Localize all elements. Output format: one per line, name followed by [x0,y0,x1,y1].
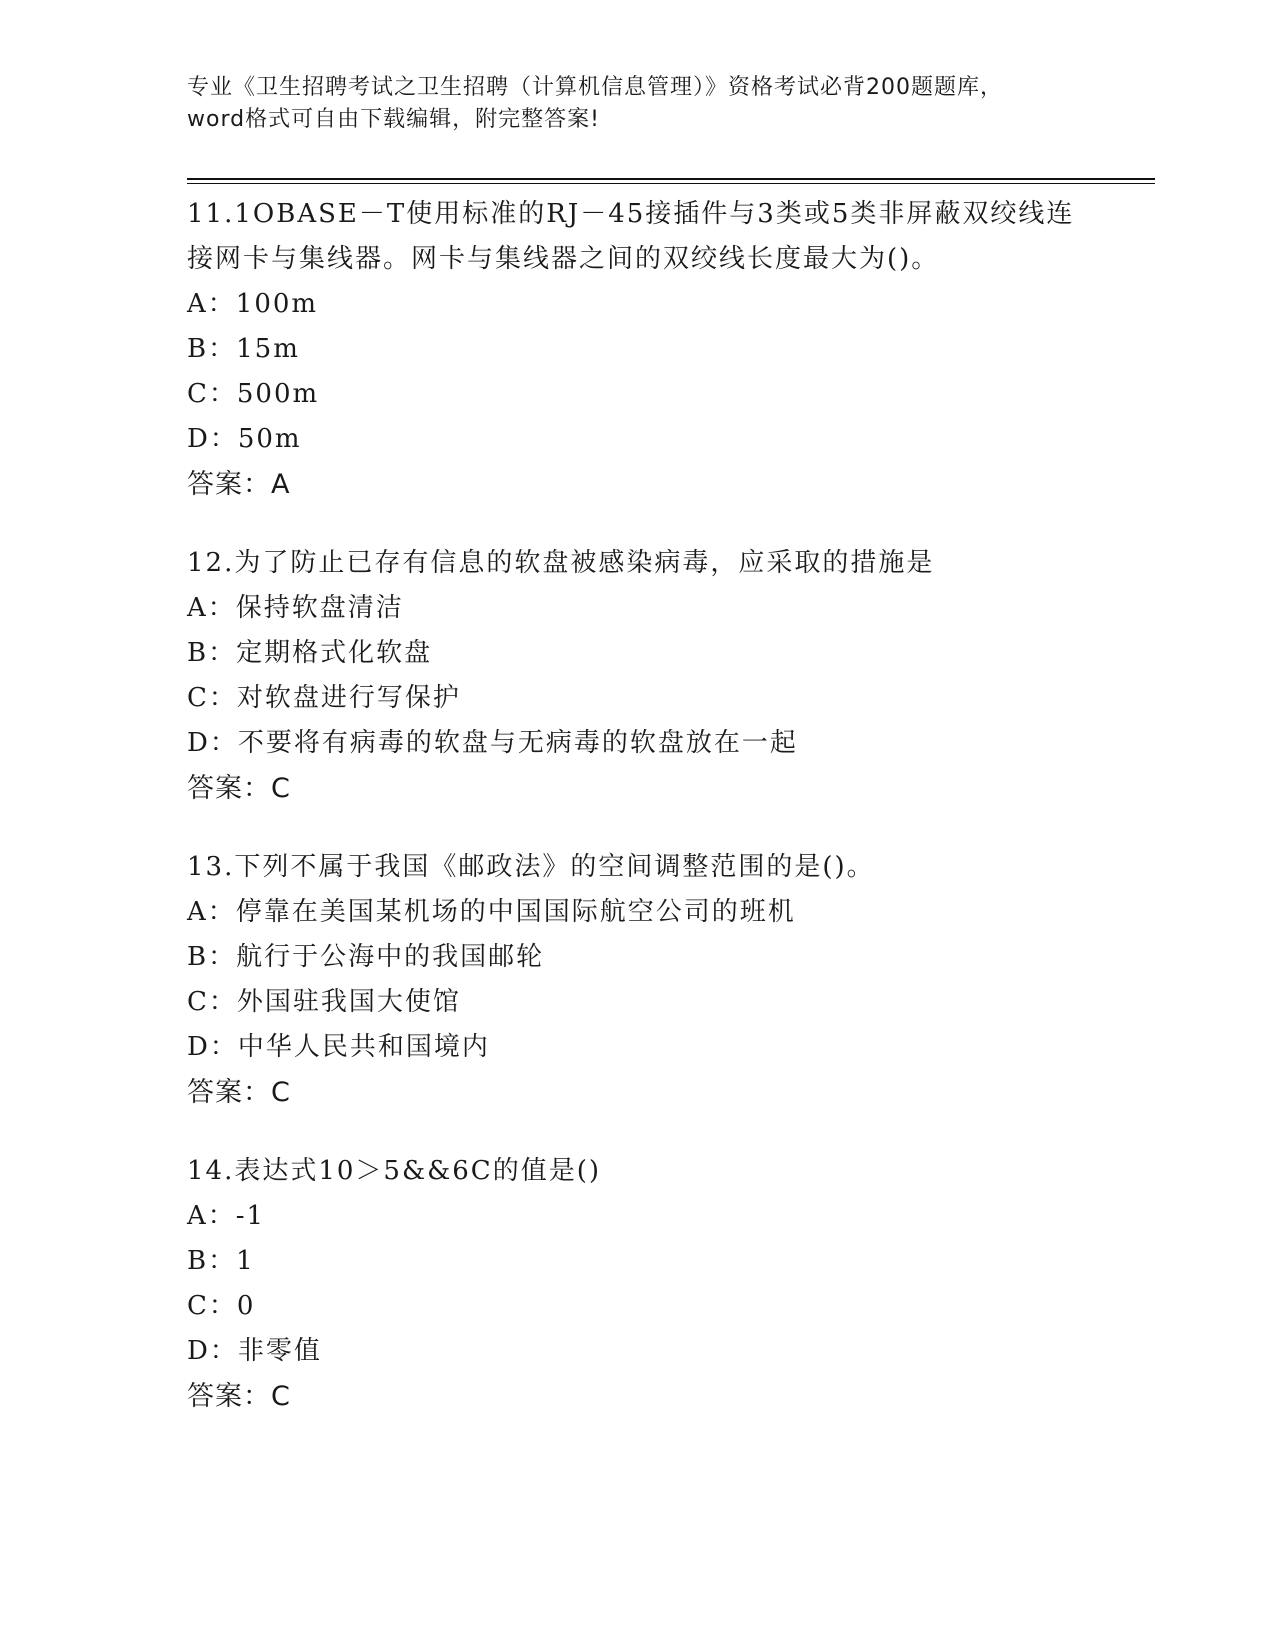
option-d: D：50m [187,424,302,454]
option-a: A：停靠在美国某机场的中国国际航空公司的班机 [187,897,796,927]
option-c: C：500m [187,379,320,409]
question-14 [187,1149,1087,1419]
option-b: B：航行于公海中的我国邮轮 [187,942,545,972]
document-header [187,72,1087,136]
question-13 [187,845,1087,1115]
question-text: 接网卡与集线器。网卡与集线器之间的双绞线长度最大为()。 [187,244,940,274]
question-text: 13.下列不属于我国《邮政法》的空间调整范围的是()。 [187,852,875,882]
question-text: 11.1OBASE－T使用标准的RJ－45接插件与3类或5类非屏蔽双绞线连 [187,199,1075,229]
header-line-1: 专业《卫生招聘考试之卫生招聘（计算机信息管理）》资格考试必背200题题库， [187,75,1003,100]
header-divider-thick [187,178,1155,180]
question-text: 12.为了防止已存有信息的软盘被感染病毒，应采取的措施是 [187,548,935,578]
option-b: B：15m [187,334,300,364]
answer-line: 答案：C [187,1077,291,1108]
option-a: A：保持软盘清洁 [187,593,404,623]
option-c: C：外国驻我国大使馆 [187,987,461,1017]
question-12 [187,541,1087,811]
header-divider-thin [187,183,1155,184]
question-11 [187,192,1087,507]
option-c: C：对软盘进行写保护 [187,683,461,713]
question-text: 14.表达式10＞5&&6C的值是() [187,1156,601,1186]
answer-line: 答案：C [187,773,291,804]
option-d: D：非零值 [187,1336,322,1366]
header-line-2: word格式可自由下载编辑，附完整答案! [187,107,600,132]
question-list [187,192,1087,1453]
option-a: A：-1 [187,1201,266,1231]
option-c: C：0 [187,1291,256,1321]
option-b: B：1 [187,1246,255,1276]
option-d: D：不要将有病毒的软盘与无病毒的软盘放在一起 [187,728,798,758]
option-a: A：100m [187,289,319,319]
option-b: B：定期格式化软盘 [187,638,433,668]
answer-line: 答案：C [187,1381,291,1412]
answer-line: 答案：A [187,469,291,500]
option-d: D：中华人民共和国境内 [187,1032,490,1062]
